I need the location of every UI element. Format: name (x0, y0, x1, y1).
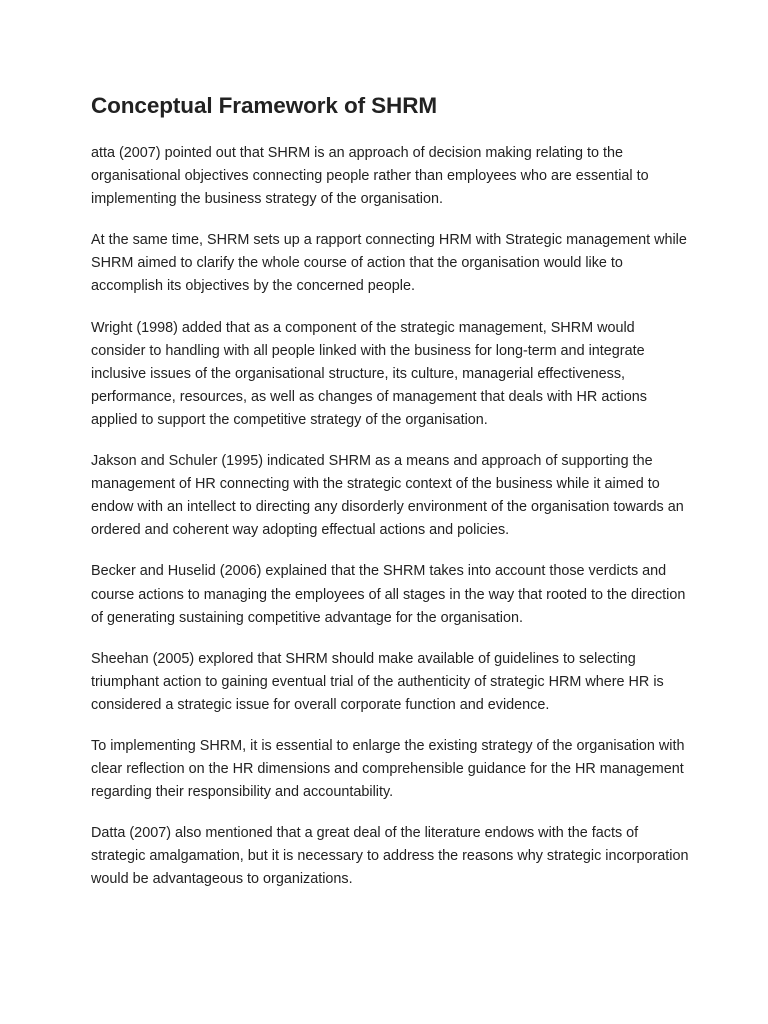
document-content (91, 90, 691, 910)
paragraph-wright-1998: Wright (1998) added that as a component of the strategic management, SHRM would consider to handling with all people linked with the business for long-term and integrate inclusive issues of the organisational structure, its culture, managerial effectiveness, performance, resources, as well as changes of management that deals with HR actions applied to support the competitive strategy of the organisation. (91, 319, 647, 428)
paragraph-rapport: At the same time, SHRM sets up a rapport connecting HRM with Strategic management while SHRM aimed to clarify the whole course of action that the organisation would like to accomplish its objectives by the concerned people. (91, 232, 687, 295)
paragraph-datta-2007-also: Datta (2007) also mentioned that a great deal of the literature endows with the facts of strategic amalgamation, but it is necessary to address the reasons why strategic incorporation would be advantageous to organizations. (91, 825, 689, 888)
paragraph-becker-huselid-2006: Becker and Huselid (2006) explained that the SHRM takes into account those verdicts and course actions to managing the employees of all stages in the way that rooted to the direction of generating sustaining competitive advantage for the organisation. (91, 563, 686, 626)
paragraph-implementing-shrm: To implementing SHRM, it is essential to enlarge the existing strategy of the organisation with clear reflection on the HR dimensions and comprehensible guidance for the HR management regarding their responsibility and accountability. (91, 737, 685, 801)
page-title: Conceptual Framework of SHRM (91, 93, 437, 118)
paragraph-datta-2007: atta (2007) pointed out that SHRM is an approach of decision making relating to the organisational objectives connecting people rather than employees who are essential to implementing the business strategy of the organisation. (91, 145, 649, 208)
paragraph-sheehan-2005: Sheehan (2005) explored that SHRM should make available of guidelines to selecting triumphant action to gaining eventual trial of the authenticity of strategic HRM where HR is considered a strategic issue for overall corporate function and evidence. (91, 650, 664, 713)
paragraph-jakson-schuler-1995: Jakson and Schuler (1995) indicated SHRM as a means and approach of supporting the management of HR connecting with the strategic context of the business while it aimed to endow with an intellect to directing any disorderly environment of the organisation towards an ordered and coherent way adopting effectual actions and policies. (91, 453, 684, 539)
